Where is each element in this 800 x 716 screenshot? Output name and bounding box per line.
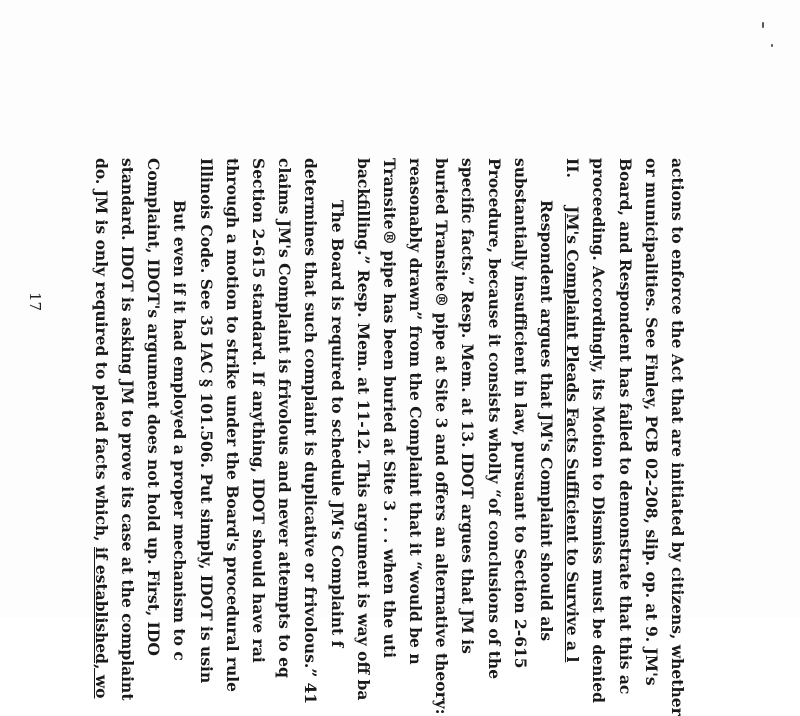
scan-speck [771,44,773,47]
text-segment: do. JM is only required to plead facts which, [91,158,111,547]
text-line: Complaint, IDOT's argument does not hold up. First, IDO [144,158,164,656]
text-line: specific facts.” Resp. Mem. at 13. IDOT argues that JM is [458,158,478,654]
text-line: Board, and Respondent has failed to demonstrate that this ac [615,158,635,695]
text-line: Section 2-615 standard. If anything, IDOT should have rai [249,158,268,663]
section-heading [559,158,585,663]
text-line: Transite® pipe has been buried at Site 3 . . . when the uti [379,158,399,658]
text-line: Procedure, because it consists wholly “of conclusions of the [484,158,504,680]
heading-number: II. [563,158,583,178]
text-line: actions to enforce the Act that are initiated by citizens, whether [668,158,687,716]
text-line: claims JM's Complaint is frivolous and never attempts to eq [275,158,295,678]
text-line: reasonably drawn” from the Complaint that it “would be n [406,158,426,665]
text-line: But even if it had employed a proper mechanism to c [170,200,190,661]
text-line: through a motion to strike under the Board's procedural rule [222,158,242,693]
text-line: The Board is required to schedule JM's Complaint f [327,200,347,648]
text-line [88,158,114,699]
underlined-text: if established, wo [91,546,111,699]
text-line: backfilling.” Resp. Mem. at 11-12. This argument is way off ba [353,158,373,701]
page-number: 17 [26,292,44,312]
text-line: substantially insufficient in law, pursuant to Section 2-615 [510,158,530,669]
text-line: Respondent argues that JM's Complaint should als [537,200,557,642]
heading-text: JM's Complaint Pleads Facts Sufficient to Survive a l [563,206,583,663]
text-line: standard. IDOT is asking JM to prove its case at the complaint [118,158,138,701]
document-body [91,158,690,716]
text-line: proceeding. Accordingly, its Motion to Dismiss must be denied [589,158,609,703]
text-line: Illinois Code. See 35 IAC § 101.506. Put simply, IDOT is usin [196,158,216,684]
scan-speck [762,22,764,28]
text-line: buried Transite® pipe at Site 3 and offers an alternative theory: [432,158,452,715]
text-line: or municipalities. See Finley, PCB 02-208, slip. op. at 9. JM's [641,158,661,686]
text-line: determines that such complaint is duplicative or frivolous.” 41 [301,158,321,705]
